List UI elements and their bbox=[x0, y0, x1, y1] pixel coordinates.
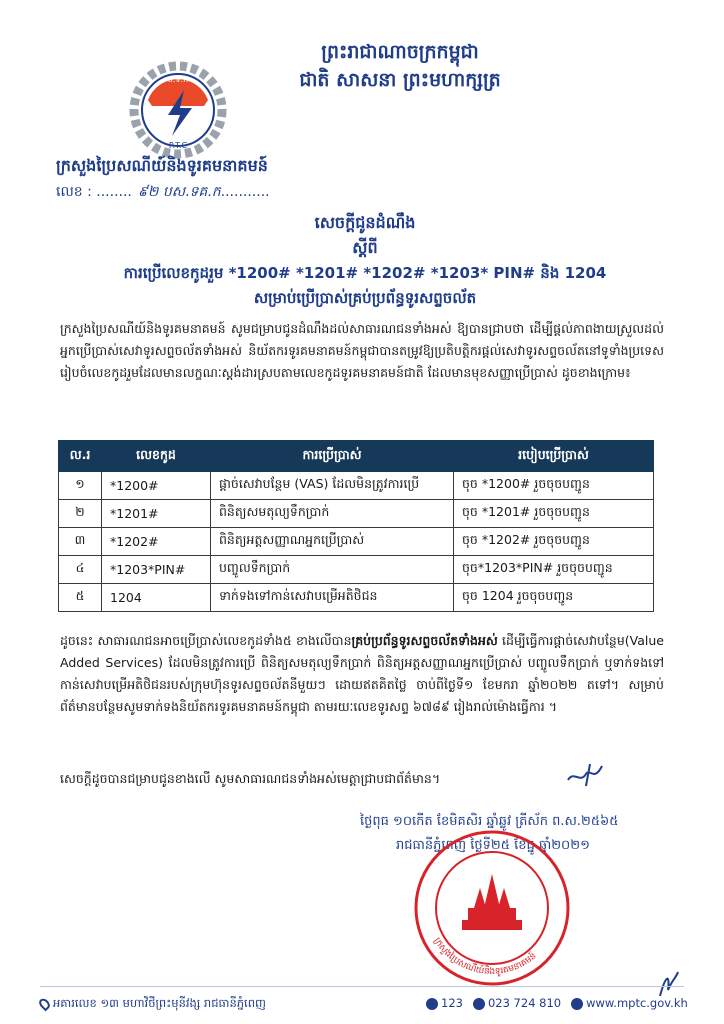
cell-how: ចុច 1204 រួចចុចបញ្ជូន bbox=[454, 584, 654, 612]
solar-date: រាជធានីភ្នំពេញ ថ្ងៃទី២៥ ខែធ្នូ ឆ្នាំ២០២១ bbox=[396, 838, 590, 853]
address-text: អគារលេខ ១៣ មហាវិថីព្រះមុនីវង្ស រាជធានីភ្នំពេញ bbox=[53, 996, 266, 1010]
cell-how: ចុច*1203*PIN# រួចចុចបញ្ជូន bbox=[454, 556, 654, 584]
hotline bbox=[426, 996, 463, 1010]
kingdom-title: ព្រះរាជាណាចក្រកម្ពុជា bbox=[321, 41, 479, 63]
ref-tail: ........... bbox=[220, 184, 270, 200]
col-header-usage: ការប្រើប្រាស់ bbox=[211, 441, 454, 472]
kingdom-motto: ជាតិ សាសនា ព្រះមហាក្សត្រ bbox=[299, 69, 501, 91]
body-paragraph bbox=[60, 630, 664, 718]
stamp-ring-text: ក្រសួងប្រៃសណីយ៍និងទូរគមនាគមន៍ bbox=[431, 936, 539, 978]
website[interactable] bbox=[571, 996, 688, 1010]
cell-code: *1201# bbox=[102, 500, 211, 528]
cell-usage: ទាក់ទងទៅកាន់សេវាបម្រើអតិថិជន bbox=[211, 584, 454, 612]
notice-subject: ការប្រើលេខកូដរួម *1200# *1201# *1202# *1203* PIN# និង 1204 bbox=[123, 264, 607, 282]
cell-usage: ពិនិត្យអត្តសញ្ញាណអ្នកប្រើប្រាស់ bbox=[211, 528, 454, 556]
globe-icon bbox=[571, 998, 583, 1010]
location-pin-icon bbox=[37, 996, 52, 1011]
phone-icon bbox=[473, 998, 485, 1010]
table-row bbox=[59, 500, 654, 528]
cell-usage: ផ្តាច់សេវាបន្ថែម (VAS) ដែលមិនត្រូវការប្រើ bbox=[211, 472, 454, 500]
footer-divider bbox=[40, 986, 684, 987]
intro-paragraph: ក្រសួងប្រៃសណីយ៍និងទូរគមនាគមន៍ សូមជម្រាបជូនដំណឹងដល់សាធារណជនទាំងអស់ ឱ្យបានជ្រាបថា ដើម្បីផ្តល់ភាពងាយស្រួលដល់អ្នកប្រើប្រាស់សេវាទូរសព្ទចល័តទាំងអស់ និយ័តករទូរគមនាគមន៍កម្ពុជាបានតម្រូវឱ្យប្រតិបត្តិករផ្តល់សេវាទូរសព្ទចល័តនៅទូទាំងប្រទេស រៀបចំលេខកូដរួមដែលមានលក្ខណៈស្តង់ដារស្របតាមលេខកូដទូរគមនាគមន៍ជាតិ ដែលមានមុខសញ្ញាប្រើប្រាស់ ដូចខាងក្រោម៖ bbox=[60, 321, 664, 380]
hotline-icon bbox=[426, 998, 438, 1010]
cell-how: ចុច *1201# រួចចុចបញ្ជូន bbox=[454, 500, 654, 528]
footer-contacts bbox=[426, 996, 688, 1010]
table-header-row bbox=[59, 441, 654, 472]
reference-number bbox=[56, 182, 270, 203]
kingdom-header bbox=[250, 38, 550, 94]
cell-code: *1203*PIN# bbox=[102, 556, 211, 584]
ref-number: ៩២ បស.ទគ.ក bbox=[137, 184, 221, 200]
logo-top-text: ប.ទ.ក bbox=[167, 75, 189, 84]
notice-title-block bbox=[60, 210, 670, 310]
table-row bbox=[59, 528, 654, 556]
cell-usage: បញ្ចូលទឹកប្រាក់ bbox=[211, 556, 454, 584]
lunar-date: ថ្ងៃពុធ ១០កើត ខែមិគសិរ ឆ្នាំឆ្លូវ ត្រីស័ក ព.ស.២៥៦៥ bbox=[360, 814, 619, 829]
body-text-start: ដូចនេះ សាធារណជនអាចប្រើប្រាស់លេខកូដទាំង៥ ខាងលើបាន bbox=[60, 633, 352, 648]
notice-subject-scope: សម្រាប់ប្រើប្រាស់គ្រប់ប្រព័ន្ធទូរសព្ទចល័ត bbox=[253, 289, 477, 307]
table-row bbox=[59, 584, 654, 612]
cell-how: ចុច *1202# រួចចុចបញ្ជូន bbox=[454, 528, 654, 556]
official-stamp bbox=[412, 828, 572, 988]
cell-code: 1204 bbox=[102, 584, 211, 612]
col-header-code: លេខកូដ bbox=[102, 441, 211, 472]
cell-no: ៣ bbox=[59, 528, 102, 556]
table-row bbox=[59, 472, 654, 500]
cell-how: ចុច *1200# រួចចុចបញ្ជូន bbox=[454, 472, 654, 500]
cell-no: ៤ bbox=[59, 556, 102, 584]
notice-title: សេចក្តីជូនដំណឹង bbox=[314, 213, 416, 232]
hotline-number: 123 bbox=[441, 996, 463, 1010]
body-emphasis: គ្រប់ប្រព័ន្ធទូរសព្ទចល័តទាំងអស់ bbox=[351, 633, 498, 648]
ref-label: លេខ : ........ bbox=[56, 184, 132, 200]
cell-code: *1200# bbox=[102, 472, 211, 500]
codes-table bbox=[58, 440, 654, 612]
footer-address bbox=[40, 996, 266, 1013]
phone-number: 023 724 810 bbox=[487, 996, 562, 1010]
closing-paragraph: សេចក្តីដូចបានជម្រាបជូនខាងលើ សូមសាធារណជនទាំងអស់មេត្តាជ្រាបជាព័ត៌មាន។ bbox=[60, 771, 441, 786]
cell-no: ៥ bbox=[59, 584, 102, 612]
cell-no: ២ bbox=[59, 500, 102, 528]
phone bbox=[473, 996, 561, 1010]
cell-code: *1202# bbox=[102, 528, 211, 556]
ministry-logo bbox=[128, 60, 228, 160]
col-header-no: ល.រ bbox=[59, 441, 102, 472]
notice-subject-label: ស្តីពី bbox=[352, 238, 378, 257]
body-text-rest: ដើម្បីធ្វើការផ្តាច់សេវាបន្ថែម(Value Added Services) ដែលមិនត្រូវការប្រើ ពិនិត្យសមតុល្យទឹកប្រាក់ ពិនិត្យអត្តសញ្ញាណអ្នកប្រើប្រាស់ បញ្ចូលទឹកប្រាក់ ឬទាក់ទងទៅកាន់សេវាបម្រើអតិថិជនរបស់ក្រុមហ៊ុនទូរសព្ទចល័តនីមួយៗ ដោយឥតគិតថ្លៃ ចាប់ពីថ្ងៃទី១ ខែមករា ឆ្នាំ២០២២ តទៅ។ សម្រាប់ព័ត៌មានបន្ថែមសូមទាក់ទងនិយ័តករទូរគមនាគមន៍កម្ពុជា តាមរយៈលេខទូរសព្ទ ៦៧៨៩ រៀងរាល់ម៉ោងធ្វើការ ។ bbox=[60, 633, 664, 714]
cell-usage: ពិនិត្យសមតុល្យទឹកប្រាក់ bbox=[211, 500, 454, 528]
col-header-how: របៀបប្រើប្រាស់ bbox=[454, 441, 654, 472]
ministry-name: ក្រសួងប្រៃសណីយ៍និងទូរគមនាគមន៍ bbox=[56, 156, 268, 175]
angkor-temple-icon bbox=[462, 874, 522, 930]
initial-signature-icon bbox=[566, 762, 604, 788]
website-link[interactable]: www.mptc.gov.kh bbox=[586, 996, 688, 1010]
logo-bottom-text: P.T.C bbox=[168, 141, 188, 150]
table-row bbox=[59, 556, 654, 584]
cell-no: ១ bbox=[59, 472, 102, 500]
